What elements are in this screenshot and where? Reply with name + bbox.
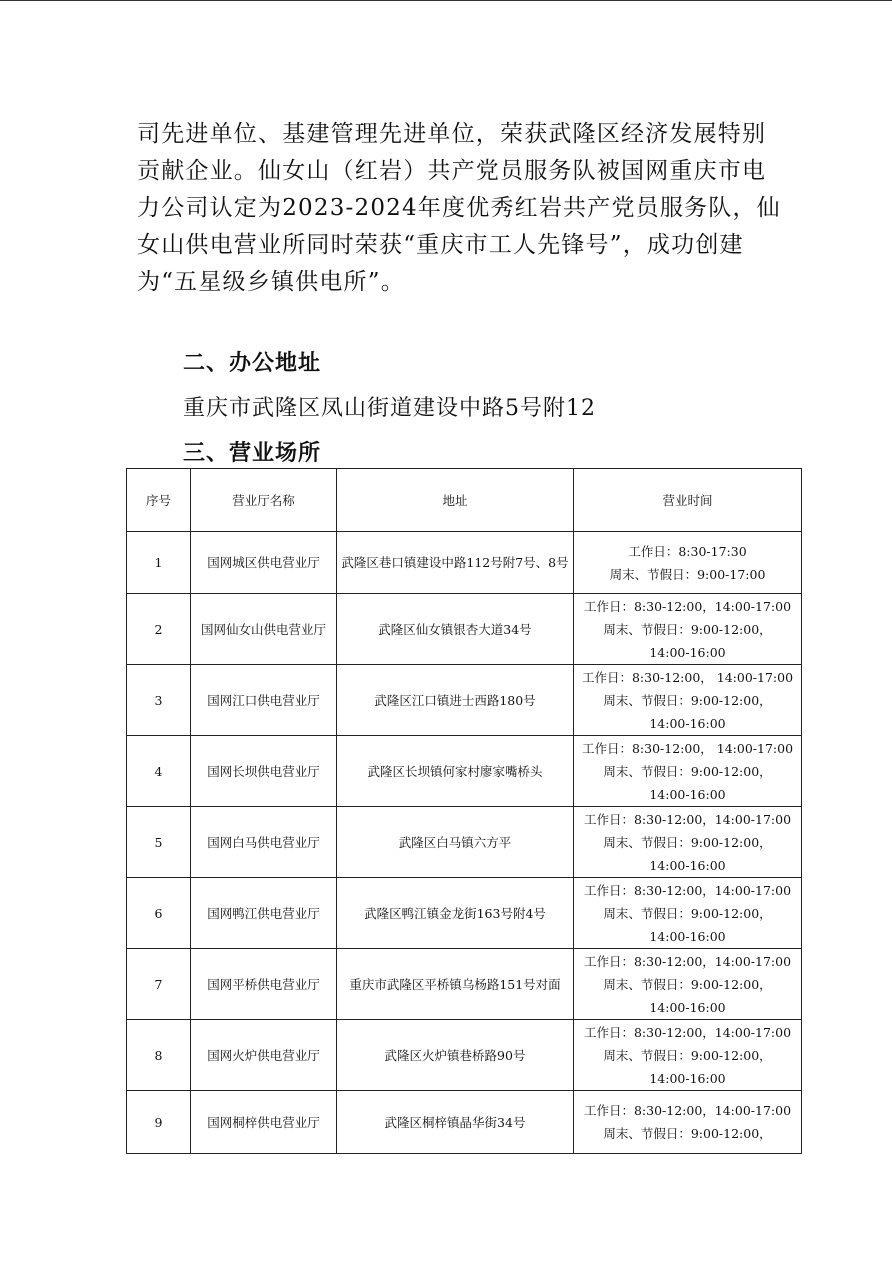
table-row <box>127 594 802 665</box>
paragraph-line: 贡献企业。仙女山（红岩）共产党员服务队被国网重庆市电 <box>137 158 767 184</box>
cell-address: 武隆区鸭江镇金龙街163号附4号 <box>337 878 574 949</box>
table-row <box>127 736 802 807</box>
cell-number: 5 <box>127 807 191 878</box>
hours-line: 14:00-16:00 <box>649 644 726 660</box>
cell-address: 武隆区白马镇六方平 <box>337 807 574 878</box>
cell-hours <box>574 665 802 736</box>
hours-line: 工作日：8:30-12:00，14:00-17:00 <box>583 598 792 614</box>
cell-number: 2 <box>127 594 191 665</box>
cell-hall-name: 国网鸭江供电营业厅 <box>191 878 337 949</box>
cell-address: 武隆区火炉镇巷桥路90号 <box>337 1020 574 1091</box>
header-cell-number: 序号 <box>127 469 191 532</box>
cell-address: 武隆区仙女镇银杏大道34号 <box>337 594 574 665</box>
cell-hours <box>574 949 802 1020</box>
hours-line: 14:00-16:00 <box>649 857 726 873</box>
table-row <box>127 807 802 878</box>
cell-number: 8 <box>127 1020 191 1091</box>
hours-line: 14:00-16:00 <box>649 999 726 1015</box>
header-cell-hall-name: 营业厅名称 <box>191 469 337 532</box>
hours-line: 14:00-16:00 <box>649 1070 726 1086</box>
section-heading-office-address: 二、办公地址 <box>183 351 322 376</box>
cell-hours <box>574 532 802 594</box>
cell-hours <box>574 807 802 878</box>
table-row <box>127 949 802 1020</box>
hours-line: 工作日：8:30-17:30 <box>628 543 747 559</box>
header-cell-hours: 营业时间 <box>574 469 802 532</box>
hours-line: 周末、节假日：9:00-12:00， <box>603 1047 772 1063</box>
cell-hours <box>574 1020 802 1091</box>
hours-line: 14:00-16:00 <box>649 928 726 944</box>
table-row <box>127 532 802 594</box>
paragraph-line: 女山供电营业所同时荣获“重庆市工人先锋号”，成功创建 <box>137 232 744 258</box>
intro-paragraph <box>137 116 781 301</box>
paragraph-line: 司先进单位、基建管理先进单位，荣获武隆区经济发展特别 <box>137 121 767 147</box>
paragraph-line: 力公司认定为2023-2024年度优秀红岩共产党员服务队，仙 <box>137 195 781 221</box>
hours-line: 工作日：8:30-12:00，14:00-17:00 <box>583 882 792 898</box>
cell-hall-name: 国网平桥供电营业厅 <box>191 949 337 1020</box>
hours-line: 工作日：8:30-12:00， 14:00-17:00 <box>581 669 794 685</box>
paragraph-line: 为“五星级乡镇供电所”。 <box>137 269 405 295</box>
hours-line: 周末、节假日：9:00-17:00 <box>609 566 766 582</box>
hours-line: 工作日：8:30-12:00， 14:00-17:00 <box>581 740 794 756</box>
table-body <box>127 532 802 1154</box>
hours-line: 工作日：8:30-12:00，14:00-17:00 <box>583 1103 792 1118</box>
cell-hours <box>574 736 802 807</box>
cell-number: 7 <box>127 949 191 1020</box>
page-top-border <box>0 0 892 1</box>
hours-line: 周末、节假日：9:00-12:00， <box>603 976 772 992</box>
table-row <box>127 1091 802 1154</box>
hours-line: 工作日：8:30-12:00，14:00-17:00 <box>583 1024 792 1040</box>
hours-line: 14:00-16:00 <box>649 786 726 802</box>
cell-hall-name: 国网白马供电营业厅 <box>191 807 337 878</box>
cell-number: 9 <box>127 1091 191 1154</box>
cell-address: 武隆区桐梓镇晶华街34号 <box>337 1091 574 1154</box>
cell-number: 1 <box>127 532 191 594</box>
hours-line: 周末、节假日：9:00-12:00， <box>603 763 772 779</box>
hours-line: 工作日：8:30-12:00，14:00-17:00 <box>583 953 792 969</box>
cell-hall-name: 国网仙女山供电营业厅 <box>191 594 337 665</box>
table-header-row <box>127 469 802 532</box>
cell-hall-name: 国网桐梓供电营业厅 <box>191 1091 337 1154</box>
hours-line: 周末、节假日：9:00-12:00， <box>603 905 772 921</box>
table-row <box>127 665 802 736</box>
hours-line: 周末、节假日：9:00-12:00， <box>603 692 772 708</box>
section-heading-business-venues: 三、营业场所 <box>183 441 322 466</box>
cell-address: 武隆区江口镇进士西路180号 <box>337 665 574 736</box>
hours-line: 周末、节假日：9:00-12:00， <box>603 834 772 850</box>
table-row <box>127 1020 802 1091</box>
cell-hall-name: 国网长坝供电营业厅 <box>191 736 337 807</box>
cell-hall-name: 国网火炉供电营业厅 <box>191 1020 337 1091</box>
cell-hours <box>574 1091 802 1154</box>
cell-address: 重庆市武隆区平桥镇乌杨路151号对面 <box>337 949 574 1020</box>
cell-number: 4 <box>127 736 191 807</box>
office-address-text: 重庆市武隆区凤山街道建设中路5号附12 <box>183 396 596 421</box>
cell-number: 6 <box>127 878 191 949</box>
header-cell-address: 地址 <box>337 469 574 532</box>
hours-line: 周末、节假日：9:00-12:00， <box>603 621 772 637</box>
cell-hall-name: 国网江口供电营业厅 <box>191 665 337 736</box>
table-row <box>127 878 802 949</box>
cell-hours <box>574 594 802 665</box>
business-venues-table <box>126 468 802 1154</box>
hours-line: 14:00-16:00 <box>649 715 726 731</box>
cell-number: 3 <box>127 665 191 736</box>
cell-hall-name: 国网城区供电营业厅 <box>191 532 337 594</box>
cell-address: 武隆区长坝镇何家村廖家嘴桥头 <box>337 736 574 807</box>
hours-line: 周末、节假日：9:00-12:00， <box>603 1126 772 1141</box>
hours-line: 工作日：8:30-12:00，14:00-17:00 <box>583 811 792 827</box>
cell-hours <box>574 878 802 949</box>
cell-address: 武隆区巷口镇建设中路112号附7号、8号 <box>337 532 574 594</box>
